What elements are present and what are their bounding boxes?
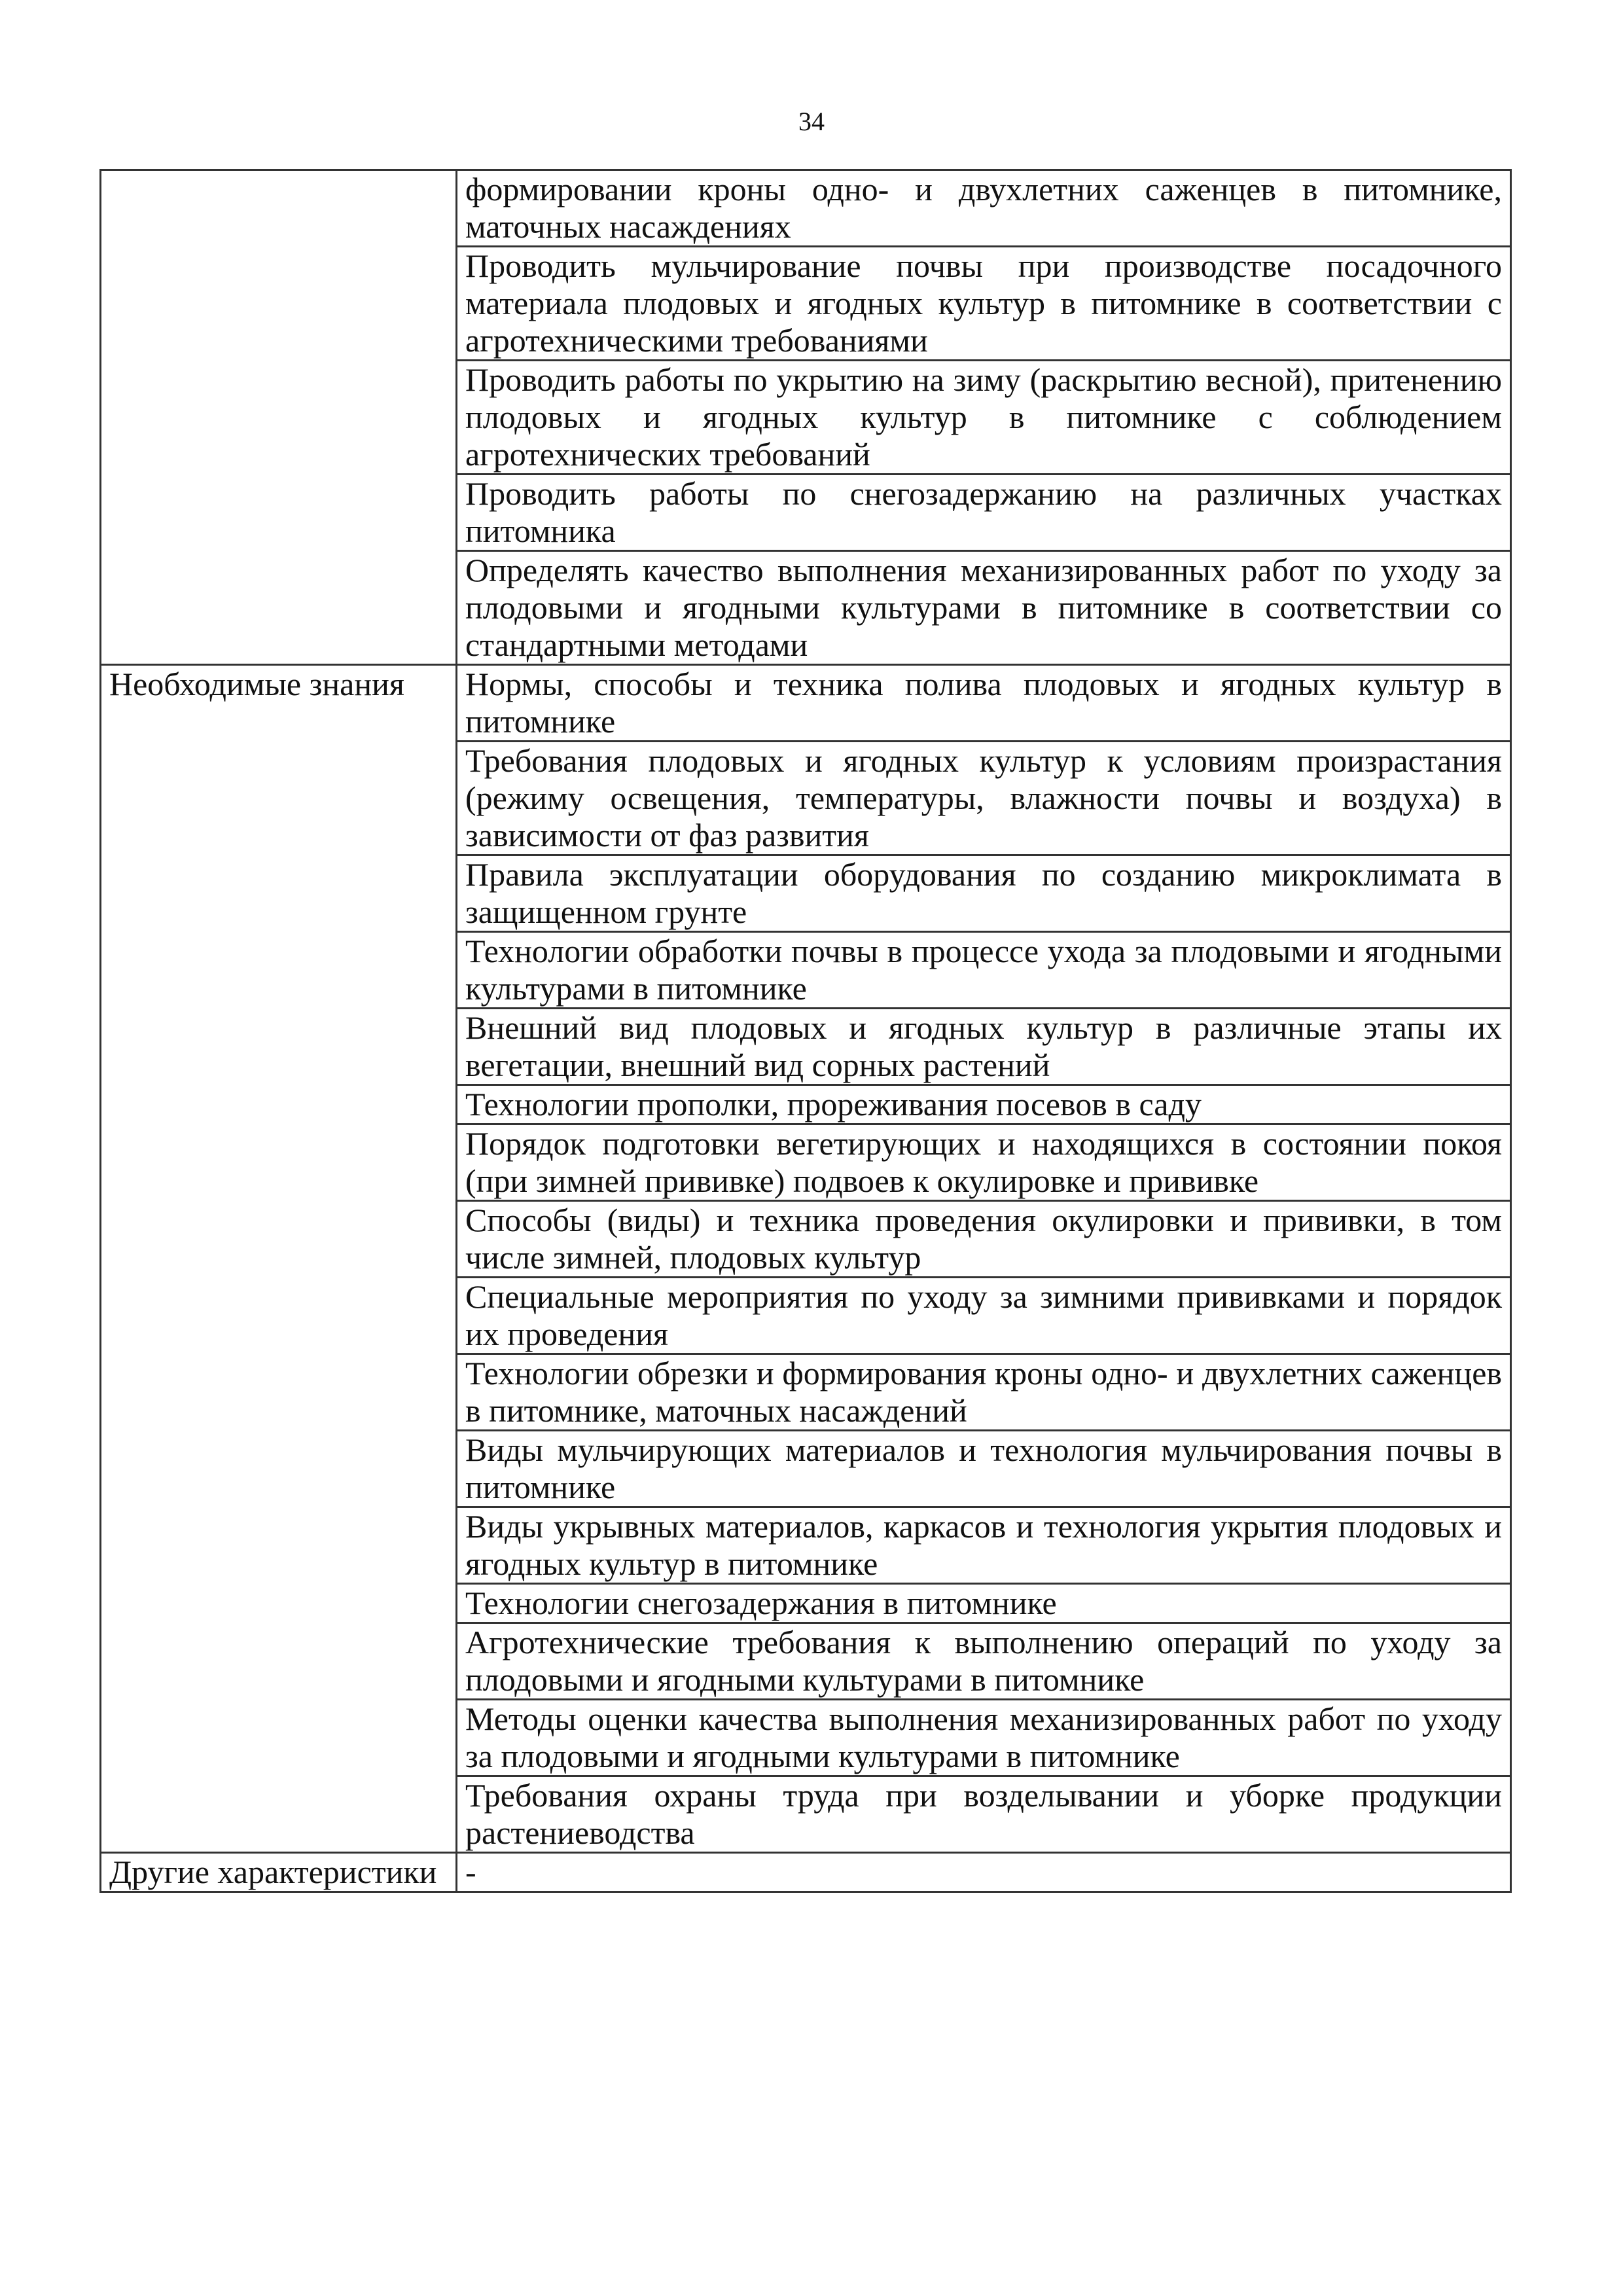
requirement-item: Правила эксплуатации оборудования по созданию микроклимата в защищенном грунте — [457, 855, 1511, 932]
requirement-item: формировании кроны одно- и двухлетних саженцев в питомнике, маточных насаждениях — [457, 170, 1511, 247]
requirement-item: Специальные мероприятия по уходу за зимними прививками и порядок их проведения — [457, 1278, 1511, 1354]
requirement-item: Внешний вид плодовых и ягодных культур в различные этапы их вегетации, внешний вид сорных растений — [457, 1009, 1511, 1085]
requirement-item: Технологии снегозадержания в питомнике — [457, 1584, 1511, 1623]
table-row — [101, 170, 1511, 247]
requirement-item: Требования плодовых и ягодных культур к условиям произрастания (режиму освещения, температуры, влажности почвы и воздуха) в зависимости от фаз развития — [457, 742, 1511, 855]
requirement-item: - — [457, 1853, 1511, 1892]
requirement-item: Технологии обработки почвы в процессе ухода за плодовыми и ягодными культурами в питомнике — [457, 932, 1511, 1009]
requirement-item: Агротехнические требования к выполнению операций по уходу за плодовыми и ягодными культурами в питомнике — [457, 1623, 1511, 1700]
requirement-item: Определять качество выполнения механизированных работ по уходу за плодовыми и ягодными культурами в питомнике в соответствии со стандартными методами — [457, 551, 1511, 665]
requirement-item: Порядок подготовки вегетирующих и находящихся в состоянии покоя (при зимней прививке) подвоев к окулировке и прививке — [457, 1124, 1511, 1201]
requirement-item: Технологии прополки, прореживания посевов в саду — [457, 1085, 1511, 1124]
requirement-item: Нормы, способы и техника полива плодовых и ягодных культур в питомнике — [457, 665, 1511, 742]
requirement-item: Виды укрывных материалов, каркасов и технология укрытия плодовых и ягодных культур в питомнике — [457, 1507, 1511, 1584]
requirement-item: Методы оценки качества выполнения механизированных работ по уходу за плодовыми и ягодными культурами в питомнике — [457, 1700, 1511, 1776]
requirements-table-body — [101, 170, 1511, 1892]
requirement-item: Проводить мульчирование почвы при производстве посадочного материала плодовых и ягодных культур в питомнике в соответствии с агротехническими требованиями — [457, 247, 1511, 361]
section-label: Необходимые знания — [101, 665, 457, 1853]
section-label: Другие характеристики — [101, 1853, 457, 1892]
requirement-item: Требования охраны труда при возделывании и уборке продукции растениеводства — [457, 1776, 1511, 1853]
page-number: 34 — [798, 107, 825, 136]
requirement-item: Способы (виды) и техника проведения окулировки и прививки, в том числе зимней, плодовых культур — [457, 1201, 1511, 1278]
requirement-item: Проводить работы по укрытию на зиму (раскрытию весной), притенению плодовых и ягодных культур в питомнике с соблюдением агротехнических требований — [457, 361, 1511, 475]
requirement-item: Виды мульчирующих материалов и технология мульчирования почвы в питомнике — [457, 1431, 1511, 1507]
section-label — [101, 170, 457, 665]
requirement-item: Проводить работы по снегозадержанию на различных участках питомника — [457, 475, 1511, 551]
table-row — [101, 665, 1511, 742]
requirement-item: Технологии обрезки и формирования кроны одно- и двухлетних саженцев в питомнике, маточных насаждений — [457, 1354, 1511, 1431]
table-row — [101, 1853, 1511, 1892]
requirements-table — [99, 169, 1512, 1893]
